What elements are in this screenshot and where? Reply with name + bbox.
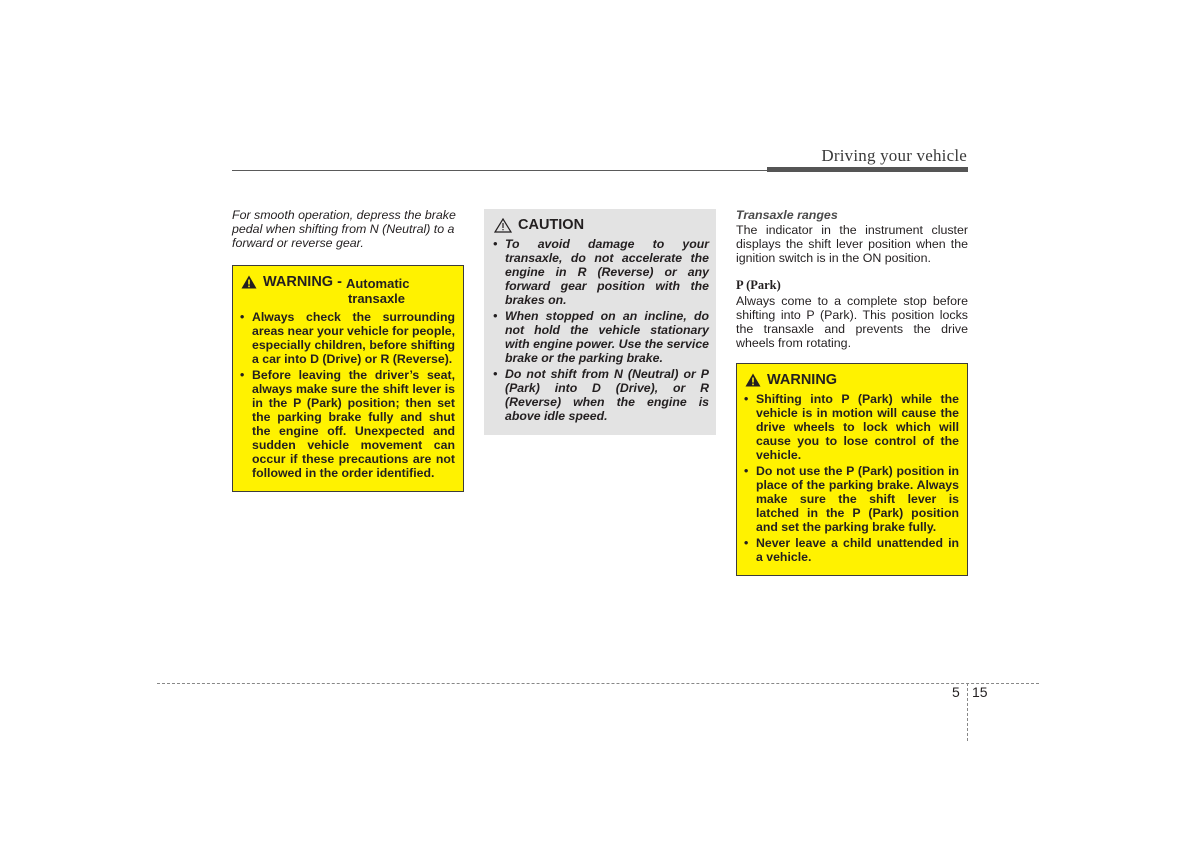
warning-list: [743, 392, 959, 564]
paragraph-park: Always come to a complete stop before shifting into P (Park). This position locks the transaxle and prevents the drive wheels from rotating.: [736, 294, 968, 350]
column-2: [484, 209, 716, 435]
warning-triangle-icon: [241, 275, 257, 289]
warning-label: WARNING: [767, 372, 838, 388]
column-3: [736, 208, 968, 576]
list-item: • Do not shift from N (Neutral) or P (Park) into D (Drive), or R (Reverse) when the engine is above idle speed.: [492, 367, 709, 423]
page-chapter: 5: [952, 684, 960, 700]
list-item: • To avoid damage to your transaxle, do not accelerate the engine in R (Reverse) or any forward gear position with the brakes on.: [492, 237, 709, 307]
warning-box-automatic-transaxle: [232, 265, 464, 492]
caution-list: [492, 237, 709, 423]
warning-triangle-icon: [745, 373, 761, 387]
caution-box: [484, 209, 716, 435]
caution-header: [492, 218, 709, 233]
intro-text: For smooth operation, depress the brake pedal when shifting from N (Neutral) to a forward or reverse gear.: [232, 208, 456, 250]
header-bar: [767, 167, 968, 172]
list-item: • Never leave a child unattended in a vehicle.: [743, 536, 959, 564]
caution-label: CAUTION: [518, 217, 585, 233]
header-title: Driving your vehicle: [821, 146, 967, 165]
warning-label: WARNING -: [263, 274, 342, 290]
list-item: • Before leaving the driver’s seat, always make sure the shift lever is in the P (Park) position; then set the parking brake fully and shut the engine off. Unexpected and sudden vehicle movement can occur if these precautions are not followed in the order identified.: [239, 368, 455, 480]
section-subheading: Transaxle ranges: [736, 208, 838, 222]
warning-header: [743, 373, 959, 388]
paragraph-indicator: The indicator in the instrument cluster displays the shift lever position when the ignition switch is in the ON position.: [736, 223, 968, 265]
list-item: • Shifting into P (Park) while the vehicle is in motion will cause the drive wheels to lock which will cause you to lose control of the vehicle.: [743, 392, 959, 462]
warning-subject-line1: Automatic: [345, 276, 410, 291]
list-item: • Do not use the P (Park) position in place of the parking brake. Always make sure the shift lever is latched in the P (Park) position and set the parking brake fully.: [743, 464, 959, 534]
warning-box-park: [736, 363, 968, 576]
header-rule: [232, 170, 767, 171]
footer-rule: [157, 683, 1039, 684]
list-item: • Always check the surrounding areas near your vehicle for people, especially children, before shifting a car into D (Drive) or R (Reverse).: [239, 310, 455, 366]
warning-subject: [346, 276, 410, 306]
warning-header: [239, 275, 455, 306]
park-heading: P (Park): [736, 278, 781, 292]
caution-triangle-outline-icon: [494, 218, 512, 233]
warning-list: [239, 310, 455, 480]
list-item: • When stopped on an incline, do not hold the vehicle stationary with engine power. Use the service brake or the parking brake.: [492, 309, 709, 365]
page-number: 15: [972, 684, 988, 700]
column-1: [232, 208, 464, 492]
warning-subject-line2: transaxle: [347, 291, 406, 306]
footer-divider: [967, 683, 968, 741]
